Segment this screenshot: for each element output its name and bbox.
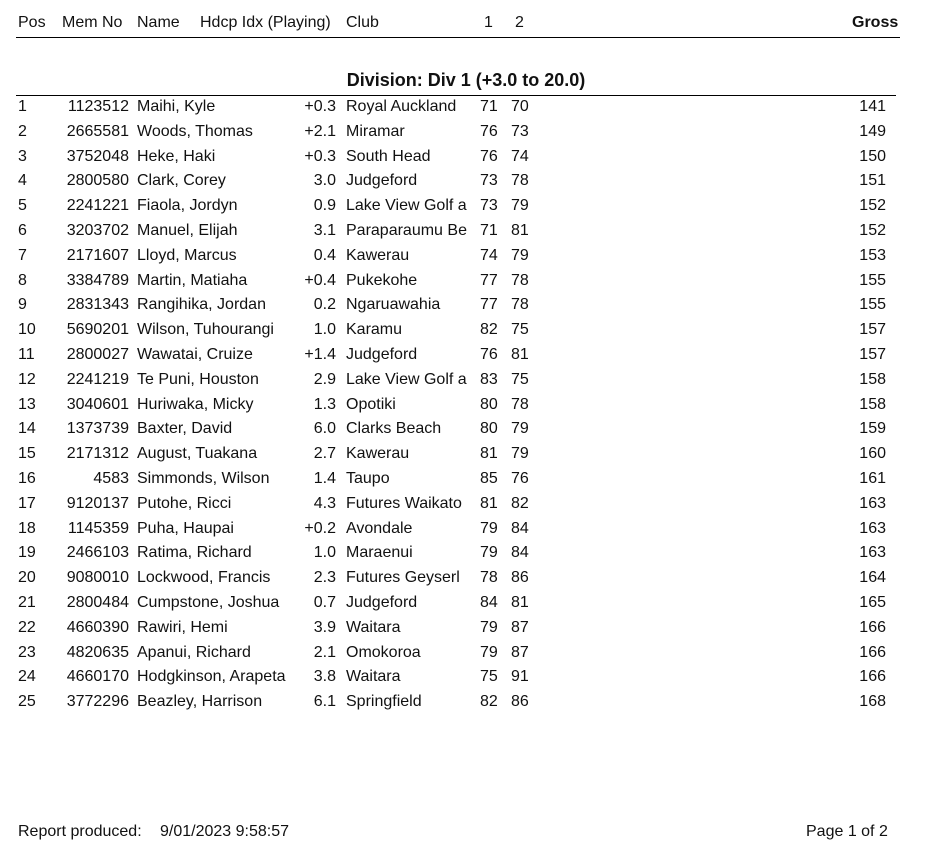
club: Waitara [346, 668, 401, 686]
pos: 19 [18, 544, 36, 562]
round-1-score: 79 [480, 519, 498, 537]
round-2-score: 79 [511, 246, 529, 264]
player-name: Apanui, Richard [137, 643, 251, 661]
handicap: +0.2 [304, 519, 336, 537]
round-2-score: 78 [511, 296, 529, 314]
header-pos: Pos [18, 14, 46, 31]
gross-score: 155 [859, 296, 886, 314]
player-name: Simmonds, Wilson [137, 469, 270, 487]
club: Lake View Golf a [346, 370, 467, 388]
handicap: 6.1 [313, 693, 336, 711]
report-footer [0, 823, 932, 843]
round-2-score: 76 [511, 469, 529, 487]
round-1-score: 75 [480, 668, 498, 686]
round-1-score: 76 [480, 345, 498, 363]
table-row [0, 295, 932, 320]
table-row [0, 246, 932, 271]
table-row [0, 593, 932, 618]
pos: 17 [18, 494, 36, 512]
mem-no: 2665581 [66, 122, 129, 140]
round-2-score: 73 [511, 122, 529, 140]
pos: 14 [18, 420, 36, 438]
round-2-score: 82 [511, 494, 529, 512]
gross-score: 157 [859, 321, 886, 339]
club: Karamu [346, 321, 403, 339]
handicap: 2.7 [313, 445, 336, 463]
club: Judgeford [346, 345, 418, 363]
club: Paraparaumu Be [346, 221, 467, 239]
table-row [0, 122, 932, 147]
round-1-score: 82 [480, 321, 498, 339]
report-produced-label: Report produced: [18, 823, 142, 840]
handicap: 2.9 [313, 370, 336, 388]
mem-no: 3384789 [66, 271, 129, 289]
pos: 15 [18, 445, 36, 463]
player-name: Heke, Haki [137, 147, 216, 165]
round-1-score: 73 [480, 197, 498, 215]
round-2-score: 81 [511, 593, 529, 611]
division-divider [16, 95, 896, 96]
round-1-score: 83 [480, 370, 498, 388]
round-1-score: 79 [480, 618, 498, 636]
gross-score: 159 [859, 420, 886, 438]
round-2-score: 87 [511, 643, 529, 661]
round-2-score: 87 [511, 618, 529, 636]
page-indicator: Page 1 of 2 [806, 823, 888, 840]
gross-score: 158 [859, 370, 886, 388]
pos: 23 [18, 643, 36, 661]
round-1-score: 71 [480, 98, 498, 115]
round-1-score: 84 [480, 593, 498, 611]
table-row [0, 643, 932, 668]
round-2-score: 74 [511, 147, 529, 165]
player-name: Rangihika, Jordan [137, 296, 266, 314]
club: Maraenui [346, 544, 413, 562]
handicap: 1.0 [313, 544, 336, 562]
round-1-score: 77 [480, 271, 498, 289]
gross-score: 163 [859, 519, 886, 537]
pos: 10 [18, 321, 36, 339]
club: Judgeford [346, 593, 418, 611]
table-row [0, 345, 932, 370]
mem-no: 3203702 [66, 221, 129, 239]
mem-no: 2800580 [66, 172, 129, 190]
player-name: Clark, Corey [137, 172, 226, 190]
mem-no: 3040601 [66, 395, 129, 413]
pos: 2 [18, 122, 27, 140]
player-name: Lockwood, Francis [137, 569, 271, 587]
table-row [0, 692, 932, 717]
round-1-score: 81 [480, 445, 498, 463]
round-1-score: 77 [480, 296, 498, 314]
round-2-score: 81 [511, 221, 529, 239]
club: South Head [346, 147, 431, 165]
round-1-score: 80 [480, 420, 498, 438]
results-table [0, 97, 932, 717]
player-name: Wilson, Tuhourangi [137, 321, 274, 339]
pos: 20 [18, 569, 36, 587]
round-1-score: 74 [480, 246, 498, 264]
mem-no: 4660390 [66, 618, 129, 636]
pos: 5 [18, 197, 27, 215]
club: Kawerau [346, 445, 410, 463]
round-2-score: 70 [511, 98, 529, 115]
round-1-score: 73 [480, 172, 498, 190]
round-1-score: 76 [480, 147, 498, 165]
mem-no: 1123512 [67, 98, 129, 115]
pos: 6 [18, 221, 27, 239]
pos: 9 [18, 296, 27, 314]
handicap: 0.9 [313, 197, 336, 215]
gross-score: 158 [859, 395, 886, 413]
round-1-score: 76 [480, 122, 498, 140]
table-row [0, 171, 932, 196]
round-2-score: 81 [511, 345, 529, 363]
round-2-score: 75 [511, 321, 529, 339]
round-2-score: 78 [511, 172, 529, 190]
mem-no: 9120137 [66, 494, 129, 512]
round-1-score: 79 [480, 544, 498, 562]
table-row [0, 419, 932, 444]
header-name: Name [137, 14, 180, 31]
round-1-score: 80 [480, 395, 498, 413]
player-name: Hodgkinson, Arapeta [137, 668, 286, 686]
pos: 7 [18, 246, 27, 264]
mem-no: 4820635 [66, 643, 129, 661]
table-row [0, 519, 932, 544]
gross-score: 149 [859, 122, 886, 140]
handicap: 3.8 [313, 668, 336, 686]
header-round-1: 1 [484, 14, 493, 31]
table-row [0, 147, 932, 172]
gross-score: 166 [859, 643, 886, 661]
report-produced-value: 9/01/2023 9:58:57 [160, 823, 290, 840]
gross-score: 161 [859, 469, 886, 487]
handicap: 6.0 [313, 420, 336, 438]
player-name: Te Puni, Houston [137, 370, 259, 388]
mem-no: 5690201 [66, 321, 129, 339]
round-2-score: 79 [511, 445, 529, 463]
player-name: Cumpstone, Joshua [137, 593, 280, 611]
club: Clarks Beach [346, 420, 442, 438]
handicap: +0.3 [304, 147, 336, 165]
header-hdcp: Hdcp Idx (Playing) [200, 14, 331, 31]
header-divider [16, 37, 900, 38]
round-2-score: 86 [511, 693, 529, 711]
mem-no: 2241221 [66, 197, 129, 215]
table-row [0, 618, 932, 643]
pos: 8 [18, 271, 27, 289]
handicap: 4.3 [313, 494, 336, 512]
table-row [0, 568, 932, 593]
player-name: Wawatai, Cruize [137, 345, 253, 363]
mem-no: 2800484 [66, 593, 129, 611]
table-row [0, 271, 932, 296]
pos: 18 [18, 519, 36, 537]
table-row [0, 667, 932, 692]
player-name: Martin, Matiaha [137, 271, 248, 289]
column-header-row [0, 12, 932, 36]
club: Miramar [346, 122, 405, 140]
pos: 16 [18, 469, 36, 487]
club: Omokoroa [346, 643, 421, 661]
player-name: Manuel, Elijah [137, 221, 238, 239]
handicap: 1.3 [313, 395, 336, 413]
handicap: 3.1 [313, 221, 336, 239]
gross-score: 151 [859, 172, 886, 190]
header-gross: Gross [852, 14, 899, 31]
handicap: 0.2 [313, 296, 336, 314]
division-title: Division: Div 1 (+3.0 to 20.0) [346, 70, 586, 90]
pos: 22 [18, 618, 36, 636]
mem-no: 1373739 [66, 420, 129, 438]
mem-no: 9080010 [66, 569, 129, 587]
handicap: 0.4 [313, 246, 336, 264]
gross-score: 155 [859, 271, 886, 289]
player-name: Lloyd, Marcus [137, 246, 237, 264]
gross-score: 166 [859, 668, 886, 686]
club: Futures Waikato [346, 494, 462, 512]
mem-no: 4583 [93, 469, 129, 487]
round-2-score: 75 [511, 370, 529, 388]
table-row [0, 196, 932, 221]
round-2-score: 79 [511, 197, 529, 215]
round-1-score: 82 [480, 693, 498, 711]
club: Waitara [346, 618, 401, 636]
mem-no: 2171312 [66, 445, 129, 463]
round-2-score: 84 [511, 544, 529, 562]
handicap: 3.9 [313, 618, 336, 636]
pos: 21 [18, 593, 36, 611]
round-2-score: 78 [511, 271, 529, 289]
gross-score: 160 [859, 445, 886, 463]
mem-no: 2800027 [66, 345, 129, 363]
handicap: +1.4 [304, 345, 336, 363]
gross-score: 165 [859, 593, 886, 611]
table-row [0, 469, 932, 494]
table-row [0, 494, 932, 519]
table-row [0, 444, 932, 469]
club: Judgeford [346, 172, 418, 190]
gross-score: 164 [859, 569, 886, 587]
handicap: 3.0 [313, 172, 336, 190]
handicap: +2.1 [304, 122, 336, 140]
pos: 12 [18, 370, 36, 388]
player-name: Huriwaka, Micky [137, 395, 254, 413]
round-1-score: 79 [480, 643, 498, 661]
pos: 3 [18, 147, 27, 165]
header-mem-no: Mem No [62, 14, 123, 31]
pos: 24 [18, 668, 36, 686]
player-name: August, Tuakana [137, 445, 258, 463]
club: Futures Geyserl [346, 569, 460, 587]
player-name: Beazley, Harrison [137, 693, 263, 711]
player-name: Rawiri, Hemi [137, 618, 228, 636]
player-name: Puha, Haupai [137, 519, 234, 537]
round-2-score: 84 [511, 519, 529, 537]
mem-no: 3772296 [66, 693, 129, 711]
club: Lake View Golf a [346, 197, 467, 215]
club: Opotiki [346, 395, 396, 413]
handicap: 1.4 [313, 469, 336, 487]
round-1-score: 85 [480, 469, 498, 487]
gross-score: 157 [859, 345, 886, 363]
club: Taupo [346, 469, 390, 487]
mem-no: 2241219 [66, 370, 129, 388]
mem-no: 4660170 [66, 668, 129, 686]
club: Pukekohe [346, 271, 418, 289]
handicap: 1.0 [313, 321, 336, 339]
pos: 13 [18, 395, 36, 413]
club: Kawerau [346, 246, 410, 264]
table-row [0, 543, 932, 568]
mem-no: 3752048 [66, 147, 129, 165]
pos: 1 [18, 98, 27, 115]
club: Royal Auckland [346, 98, 457, 115]
pos: 11 [18, 345, 35, 363]
player-name: Woods, Thomas [137, 122, 253, 140]
gross-score: 163 [859, 494, 886, 512]
round-2-score: 79 [511, 420, 529, 438]
handicap: +0.3 [304, 98, 336, 115]
table-row [0, 97, 932, 122]
club: Avondale [346, 519, 413, 537]
mem-no: 2171607 [66, 246, 129, 264]
table-row [0, 221, 932, 246]
gross-score: 163 [859, 544, 886, 562]
header-club: Club [346, 14, 379, 31]
header-round-2: 2 [515, 14, 524, 31]
gross-score: 152 [859, 197, 886, 215]
round-1-score: 78 [480, 569, 498, 587]
player-name: Baxter, David [137, 420, 233, 438]
gross-score: 141 [859, 98, 886, 115]
mem-no: 2466103 [66, 544, 129, 562]
gross-score: 166 [859, 618, 886, 636]
player-name: Fiaola, Jordyn [137, 197, 238, 215]
handicap: +0.4 [304, 271, 336, 289]
gross-score: 152 [859, 221, 886, 239]
handicap: 0.7 [313, 593, 336, 611]
table-row [0, 320, 932, 345]
club: Ngaruawahia [346, 296, 441, 314]
player-name: Ratima, Richard [137, 544, 252, 562]
pos: 4 [18, 172, 27, 190]
round-2-score: 91 [511, 668, 529, 686]
gross-score: 150 [859, 147, 886, 165]
round-1-score: 71 [480, 221, 498, 239]
handicap: 2.3 [313, 569, 336, 587]
table-row [0, 395, 932, 420]
player-name: Putohe, Ricci [137, 494, 232, 512]
table-row [0, 370, 932, 395]
round-2-score: 78 [511, 395, 529, 413]
pos: 25 [18, 693, 36, 711]
gross-score: 168 [859, 693, 886, 711]
mem-no: 1145359 [67, 519, 129, 537]
round-2-score: 86 [511, 569, 529, 587]
round-1-score: 81 [480, 494, 498, 512]
club: Springfield [346, 693, 422, 711]
gross-score: 153 [859, 246, 886, 264]
player-name: Maihi, Kyle [137, 98, 216, 115]
handicap: 2.1 [313, 643, 336, 661]
mem-no: 2831343 [66, 296, 129, 314]
